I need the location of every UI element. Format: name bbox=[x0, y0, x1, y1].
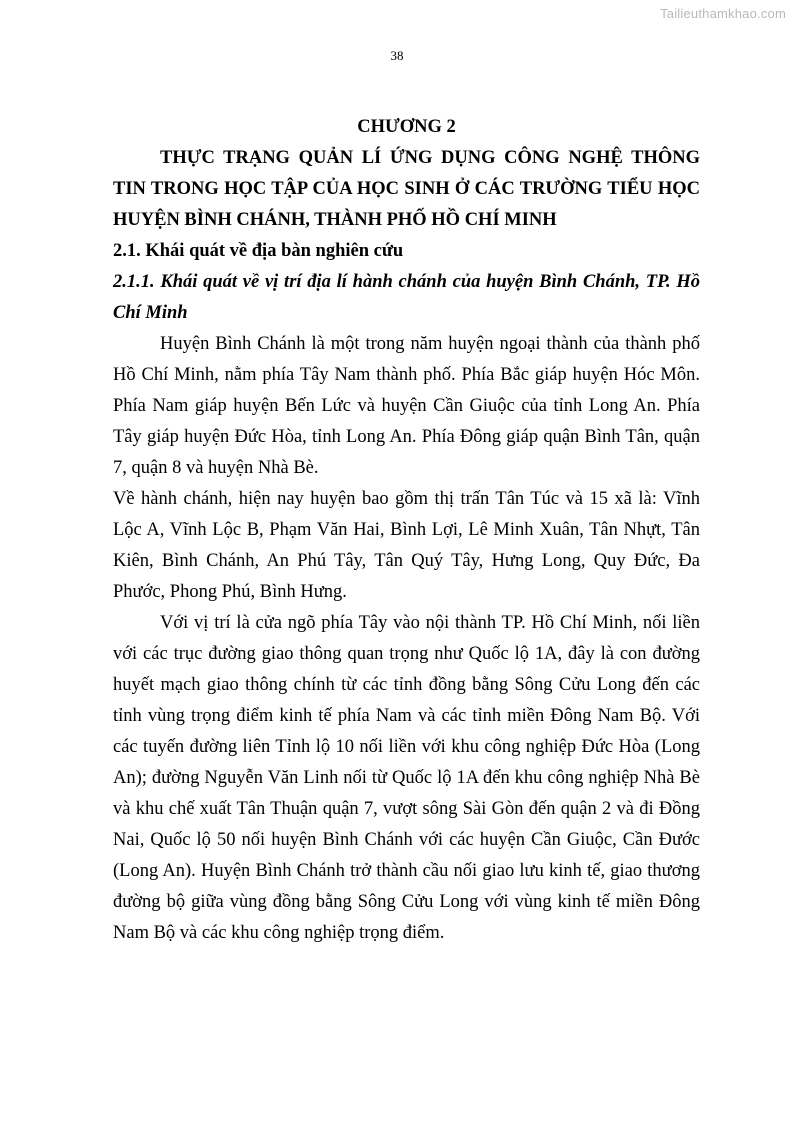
watermark-text: Tailieuthamkhao.com bbox=[660, 6, 786, 21]
paragraph-location: Huyện Bình Chánh là một trong năm huyện ngoại thành của thành phố Hồ Chí Minh, nằm phía Tây Nam thành phố. Phía Bắc giáp huyện Hóc Môn. Phía Nam giáp huyện Bến Lức và huyện Cần Giuộc của tỉnh Long An. Phía Tây giáp huyện Đức Hòa, tỉnh Long An. Phía Đông giáp quận Bình Tân, quận 7, quận 8 và huyện Nhà Bè. bbox=[113, 334, 700, 478]
chapter-title: THỰC TRẠNG QUẢN LÍ ỨNG DỤNG CÔNG NGHỆ THÔNG TIN TRONG HỌC TẬP CỦA HỌC SINH Ở CÁC TRƯỜNG TIỂU HỌC HUYỆN BÌNH CHÁNH, THÀNH PHỐ HỒ CHÍ MINH bbox=[113, 148, 700, 230]
document-body bbox=[113, 112, 700, 949]
page-number: 38 bbox=[390, 48, 404, 63]
paragraph-transport: Với vị trí là cửa ngõ phía Tây vào nội thành TP. Hồ Chí Minh, nối liền với các trục đường giao thông quan trọng như Quốc lộ 1A, đây là con đường huyết mạch giao thông chính từ các tỉnh đồng bằng Sông Cửu Long đến các tỉnh vùng trọng điểm kinh tế phía Nam và các tỉnh miền Đông Nam Bộ. Với các tuyến đường liên Tỉnh lộ 10 nối liền với khu công nghiệp Đức Hòa (Long An); đường Nguyễn Văn Linh nối từ Quốc lộ 1A đến khu công nghiệp Nhà Bè và khu chế xuất Tân Thuận quận 7, vượt sông Sài Gòn đến quận 2 và đi Đồng Nai, Quốc lộ 50 nối huyện Bình Chánh với các huyện Cần Giuộc, Cần Đước (Long An). Huyện Bình Chánh trở thành cầu nối giao lưu kinh tế, giao thương đường bộ giữa vùng đồng bằng Sông Cửu Long với vùng kinh tế miền Đông Nam Bộ và các khu công nghiệp trọng điểm. bbox=[113, 613, 700, 943]
paragraph-administration: Về hành chánh, hiện nay huyện bao gồm thị trấn Tân Túc và 15 xã là: Vĩnh Lộc A, Vĩnh Lộc B, Phạm Văn Hai, Bình Lợi, Lê Minh Xuân, Tân Nhựt, Tân Kiên, Bình Chánh, An Phú Tây, Tân Quý Tây, Hưng Long, Quy Đức, Đa Phước, Phong Phú, Bình Hưng. bbox=[113, 489, 700, 602]
section-heading: 2.1. Khái quát về địa bàn nghiên cứu bbox=[113, 241, 404, 261]
chapter-label: CHƯƠNG 2 bbox=[357, 117, 456, 137]
subsection-heading: 2.1.1. Khái quát về vị trí địa lí hành chánh của huyện Bình Chánh, TP. Hồ Chí Minh bbox=[113, 272, 700, 323]
